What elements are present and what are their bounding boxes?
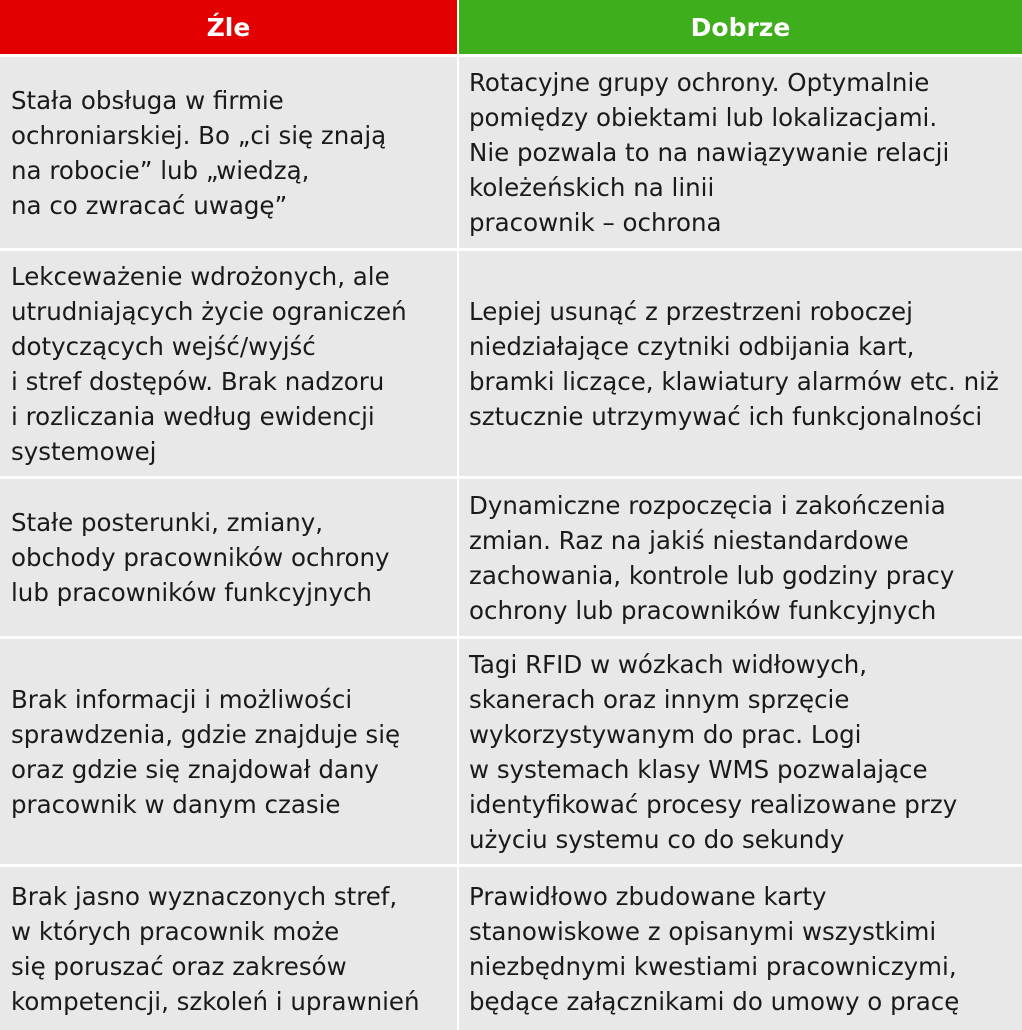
row-1-good-cell: Rotacyjne grupy ochrony. Optymalnie pomiędzy obiektami lub lokalizacjami. Nie pozwala to na nawiązywanie relacji koleżeńskich na linii pracownik – ochrona — [459, 57, 1022, 251]
row-3-good-cell: Dynamiczne rozpoczęcia i zakończenia zmian. Raz na jakiś niestandardowe zachowania, kontrole lub godziny pracy ochrony lub pracowników funkcyjnych — [459, 479, 1022, 639]
row-1-bad-cell: Stała obsługa w firmie ochroniarskiej. Bo „ci się znają na robocie” lub „wiedzą, na co zwracać uwagę” — [0, 57, 459, 251]
row-5-bad-cell: Brak jasno wyznaczonych stref, w których pracownik może się poruszać oraz zakresów kompetencji, szkoleń i uprawnień — [0, 867, 459, 1030]
row-2-bad-cell: Lekceważenie wdrożonych, ale utrudniających życie ograniczeń dotyczących wejść/wyjść i stref dostępów. Brak nadzoru i rozliczania według ewidencji systemowej — [0, 251, 459, 479]
header-good: Dobrze — [459, 0, 1022, 57]
row-4-bad-cell: Brak informacji i możliwości sprawdzenia, gdzie znajduje się oraz gdzie się znajdował dany pracownik w danym czasie — [0, 639, 459, 867]
row-3-bad-cell: Stałe posterunki, zmiany, obchody pracowników ochrony lub pracowników funkcyjnych — [0, 479, 459, 639]
row-5-good-cell: Prawidłowo zbudowane karty stanowiskowe z opisanymi wszystkimi niezbędnymi kwestiami pracowniczymi, będące załącznikami do umowy o pracę — [459, 867, 1022, 1030]
header-bad: Źle — [0, 0, 459, 57]
row-4-good-cell: Tagi RFID w wózkach widłowych, skanerach oraz innym sprzęcie wykorzystywanym do prac. Logi w systemach klasy WMS pozwalające identyfikować procesy realizowane przy użyciu systemu co do sekundy — [459, 639, 1022, 867]
row-2-good-cell: Lepiej usunąć z przestrzeni roboczej niedziałające czytniki odbijania kart, bramki liczące, klawiatury alarmów etc. niż sztucznie utrzymywać ich funkcjonalności — [459, 251, 1022, 479]
